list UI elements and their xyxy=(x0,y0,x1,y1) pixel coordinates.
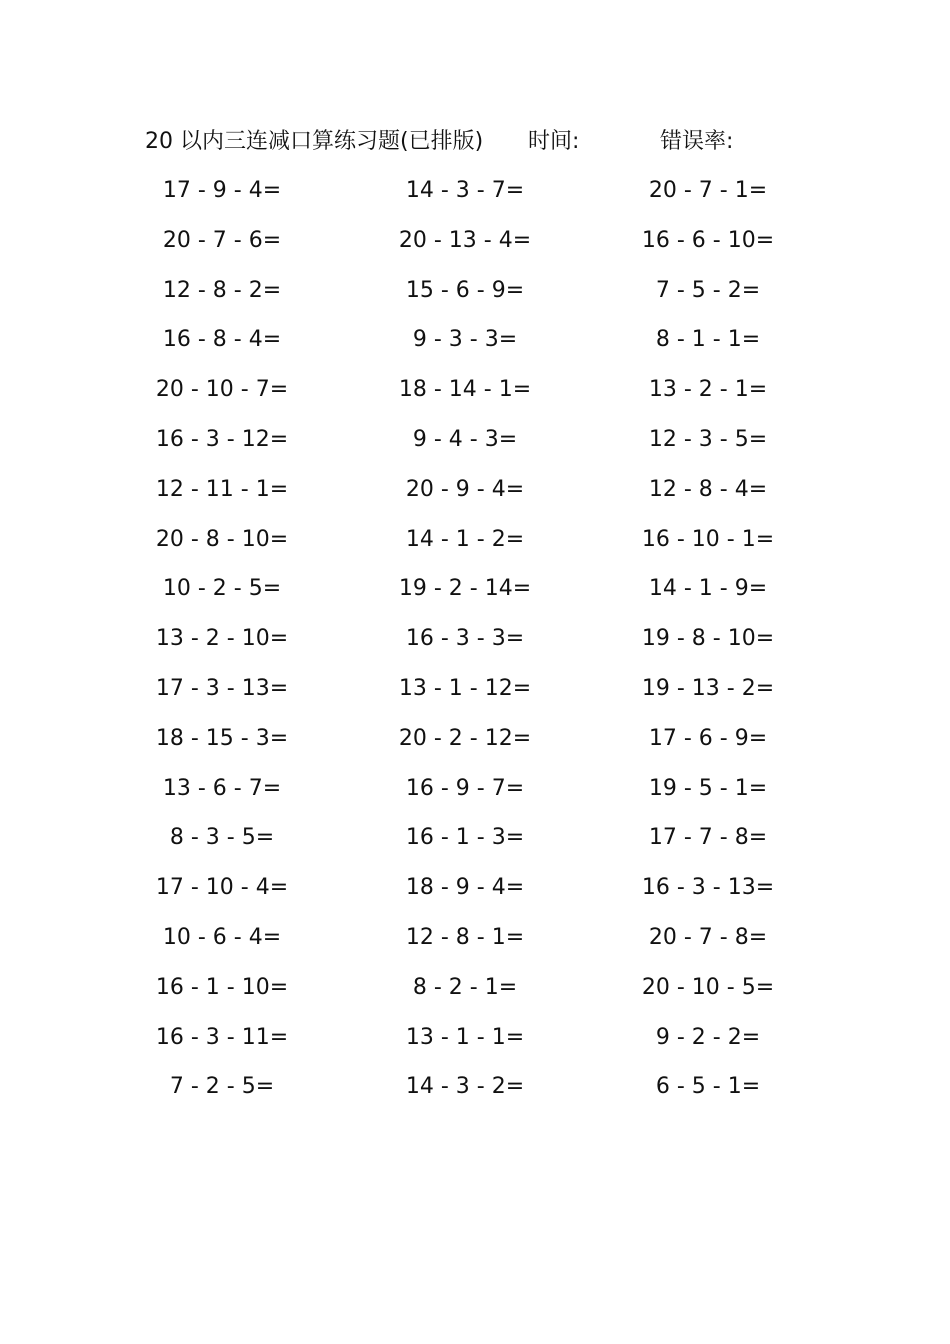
problem-row xyxy=(0,870,950,920)
problem-row xyxy=(0,671,950,721)
problem-item: 20 - 10 - 7= xyxy=(155,377,289,403)
problem-item: 16 - 9 - 7= xyxy=(405,775,525,801)
problem-item: 12 - 8 - 1= xyxy=(405,924,525,950)
problem-item: 14 - 1 - 2= xyxy=(405,526,525,552)
problem-item: 14 - 3 - 7= xyxy=(405,178,525,203)
problem-item: 19 - 13 - 2= xyxy=(641,675,775,701)
problem-item: 17 - 3 - 13= xyxy=(155,675,289,701)
problem-item: 20 - 2 - 12= xyxy=(398,725,532,751)
problem-item: 16 - 3 - 11= xyxy=(155,1024,289,1050)
problem-row xyxy=(0,173,950,223)
problem-row xyxy=(0,771,950,821)
problem-item: 20 - 9 - 4= xyxy=(405,476,525,502)
problem-row xyxy=(0,621,950,671)
problem-row xyxy=(0,1069,950,1119)
problem-item: 18 - 14 - 1= xyxy=(398,377,532,403)
problem-item: 14 - 3 - 2= xyxy=(405,1074,525,1100)
problem-row xyxy=(0,422,950,472)
problem-item: 12 - 8 - 2= xyxy=(162,277,282,303)
problem-item: 10 - 2 - 5= xyxy=(162,576,282,602)
problem-row xyxy=(0,372,950,422)
time-label: 时间: xyxy=(528,129,580,154)
problem-item: 16 - 3 - 3= xyxy=(405,626,525,652)
problem-item: 20 - 8 - 10= xyxy=(155,526,289,552)
problem-item: 16 - 10 - 1= xyxy=(641,526,775,552)
problem-row xyxy=(0,322,950,372)
problem-item: 16 - 6 - 10= xyxy=(641,227,775,253)
problem-item: 20 - 7 - 8= xyxy=(648,924,768,950)
problem-item: 14 - 1 - 9= xyxy=(648,576,768,602)
problem-item: 13 - 6 - 7= xyxy=(162,775,282,801)
problem-item: 17 - 10 - 4= xyxy=(155,875,289,901)
problem-item: 16 - 3 - 13= xyxy=(641,875,775,901)
problem-item: 19 - 5 - 1= xyxy=(648,775,768,801)
error-rate-label: 错误率: xyxy=(660,129,734,154)
problem-item: 20 - 7 - 1= xyxy=(648,178,768,203)
problem-item: 19 - 8 - 10= xyxy=(641,626,775,652)
problem-item: 17 - 7 - 8= xyxy=(648,825,768,851)
problem-item: 9 - 4 - 3= xyxy=(412,426,518,452)
problem-row xyxy=(0,273,950,323)
problem-item: 13 - 2 - 10= xyxy=(155,626,289,652)
worksheet-header xyxy=(0,124,950,160)
problem-item: 8 - 3 - 5= xyxy=(169,825,275,851)
problem-row xyxy=(0,223,950,273)
problem-item: 17 - 6 - 9= xyxy=(648,725,768,751)
problem-item: 7 - 5 - 2= xyxy=(655,277,761,303)
worksheet-title: 20 以内三连减口算练习题(已排版) xyxy=(145,129,484,154)
problem-row xyxy=(0,472,950,522)
problem-item: 15 - 6 - 9= xyxy=(405,277,525,303)
problem-item: 18 - 9 - 4= xyxy=(405,875,525,901)
problem-item: 13 - 2 - 1= xyxy=(648,377,768,403)
problem-item: 20 - 10 - 5= xyxy=(641,974,775,1000)
problem-item: 18 - 15 - 3= xyxy=(155,725,289,751)
problem-item: 8 - 1 - 1= xyxy=(655,327,761,353)
problem-item: 20 - 13 - 4= xyxy=(398,227,532,253)
problem-item: 16 - 3 - 12= xyxy=(155,426,289,452)
problem-item: 9 - 3 - 3= xyxy=(412,327,518,353)
problem-row xyxy=(0,522,950,572)
problem-item: 16 - 8 - 4= xyxy=(162,327,282,353)
problem-item: 7 - 2 - 5= xyxy=(169,1074,275,1100)
problem-item: 20 - 7 - 6= xyxy=(162,227,282,253)
problem-item: 6 - 5 - 1= xyxy=(655,1074,761,1100)
problem-item: 13 - 1 - 1= xyxy=(405,1024,525,1050)
problem-row xyxy=(0,721,950,771)
problem-item: 16 - 1 - 3= xyxy=(405,825,525,851)
problem-item: 12 - 11 - 1= xyxy=(155,476,289,502)
problem-row xyxy=(0,1020,950,1070)
problem-row xyxy=(0,820,950,870)
problem-item: 8 - 2 - 1= xyxy=(412,974,518,1000)
problem-item: 13 - 1 - 12= xyxy=(398,675,532,701)
problem-item: 17 - 9 - 4= xyxy=(162,178,282,203)
problem-row xyxy=(0,571,950,621)
problem-grid xyxy=(0,173,950,1119)
problem-item: 12 - 8 - 4= xyxy=(648,476,768,502)
problem-item: 10 - 6 - 4= xyxy=(162,924,282,950)
problem-row xyxy=(0,920,950,970)
problem-row xyxy=(0,970,950,1020)
problem-item: 12 - 3 - 5= xyxy=(648,426,768,452)
problem-item: 16 - 1 - 10= xyxy=(155,974,289,1000)
problem-item: 9 - 2 - 2= xyxy=(655,1024,761,1050)
problem-item: 19 - 2 - 14= xyxy=(398,576,532,602)
